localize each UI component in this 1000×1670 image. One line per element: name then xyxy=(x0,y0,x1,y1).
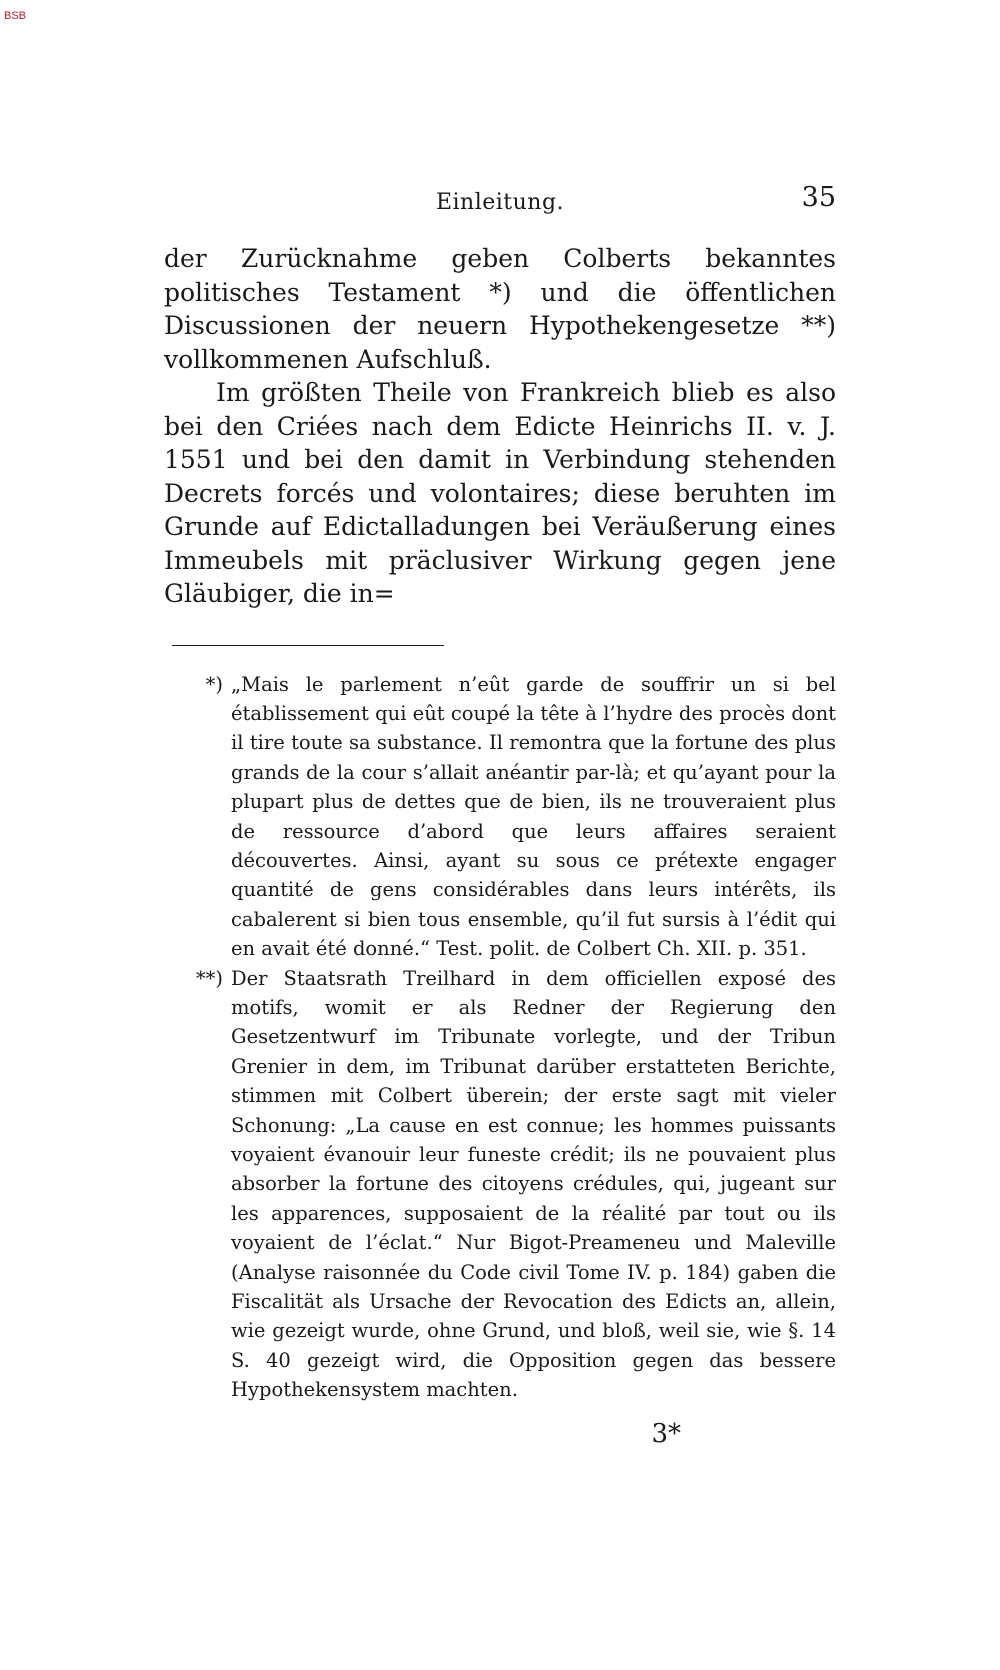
library-watermark: BSB xyxy=(4,10,27,22)
book-page xyxy=(164,182,836,1449)
signature-mark: 3* xyxy=(651,1418,681,1449)
main-text xyxy=(164,242,836,611)
footnote-marker: **) xyxy=(195,966,223,990)
footnote xyxy=(164,670,836,964)
paragraph: der Zurücknahme geben Colberts bekanntes politisches Testament *) und die öffentlichen Discussionen der neuern Hypothekengesetze **) vollkommenen Aufschluß. xyxy=(164,244,836,374)
running-title: Einleitung. xyxy=(435,190,565,215)
footnote-text: „Mais le parlement n’eût garde de souffrir un si bel établissement qui eût coupé la tête à l’hydre des procès dont il tire toute sa substance. Il remontra que la fortune des plus grands de la cour s’allait anéantir par-là; et qu’ayant pour la plupart plus de dettes que de bien, ils ne trouveraient plus de ressource d’abord que leurs affaires seraient découvertes. Ainsi, ayant su sous ce prétexte engager quantité de gens considérables dans leurs intérêts, ils cabalerent si bien tous ensemble, qu’il fut sursis à l’édit qui en avait été donné.“ Test. polit. de Colbert Ch. XII. p. 351. xyxy=(231,672,836,961)
paragraph: Im größten Theile von Frankreich blieb es also bei den Criées nach dem Edicte Heinrichs II. v. J. 1551 und bei den damit in Verbindung stehenden Decrets forcés und volontaires; diese beruhten im Grunde auf Edictalladungen bei Veräußerung eines Immeubels mit präclusiver Wirkung gegen jene Gläubiger, die in= xyxy=(164,378,836,608)
footnote-marker: *) xyxy=(205,672,223,696)
page-header xyxy=(164,182,836,228)
footnote xyxy=(164,964,836,1405)
footnote-divider xyxy=(172,645,444,646)
footnotes xyxy=(164,670,836,1405)
page-number: 35 xyxy=(801,182,836,213)
footnote-text: Der Staatsrath Treilhard in dem officiellen exposé des motifs, womit er als Redner der Regierung den Gesetzentwurf im Tribunate vorlegte, und der Tribun Grenier in dem, im Tribunat darüber erstatteten Berichte, stimmen mit Colbert überein; der erste sagt mit vieler Schonung: „La cause en est connue; les hommes puissants voyaient évanouir leur funeste crédit; ils ne pouvaient plus absorber la fortune des citoyens crédules, qui, jugeant sur les apparences, supposaient de la réalité par tout ou ils voyaient de l’éclat.“ Nur Bigot-Preameneu und Maleville (Analyse raisonnée du Code civil Tome IV. p. 184) gaben die Fiscalität als Ursache der Revocation des Edicts an, allein, wie gezeigt wurde, ohne Grund, und bloß, weil sie, wie §. 14 S. 40 gezeigt wird, die Opposition gegen das bessere Hypothekensystem machten. xyxy=(231,966,836,1402)
